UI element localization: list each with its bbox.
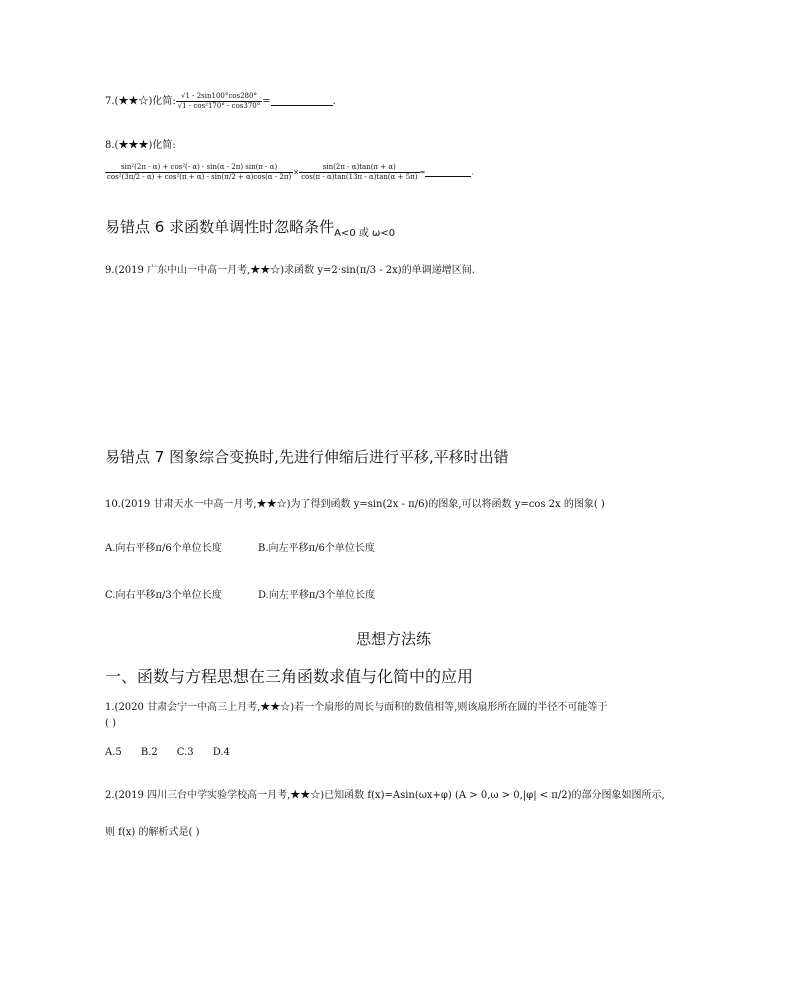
question-8-prefix: 8.(★★★)化简: (105, 140, 176, 151)
question-7-equals: = (262, 96, 271, 107)
question-7-denominator: √1 - cos²170° - cos370° (177, 102, 261, 110)
question-10: 10.(2019 甘肃天水一中高一月考,★★☆)为了得到函数 y=sin(2x - π/6)的图象,可以将函数 y=cos 2x 的图象( ) (105, 499, 605, 510)
question-1: 1.(2020 甘肃会宁一中高三上月考,★★☆)若一个扇形的周长与面积的数值相等,则该扇形所在圆的半径不可能等于 (105, 702, 608, 713)
question-7 (105, 92, 336, 111)
option-b: B.向左平移π/6个单位长度 (258, 543, 375, 554)
question-7-fraction (176, 92, 263, 111)
error-point-6-heading (105, 216, 395, 237)
question-8-expression (105, 163, 474, 182)
answer-blank (271, 97, 333, 106)
fraction-2-numerator: sin(2π - α)tan(π + α) (299, 163, 419, 173)
heading-title: 易错点 6 求函数单调性时忽略条件 (105, 218, 335, 236)
question-2-line-2: 则 f(x) 的解析式是( ) (105, 827, 200, 838)
question-9: 9.(2019 广东中山一中高一月考,★★☆)求函数 y=2ˑsin(π/3 - 2x)的单调递增区间. (105, 265, 475, 276)
question-8-fraction-2 (299, 163, 419, 182)
question-8-end: . (471, 168, 474, 177)
question-1-options: A.5 B.2 C.3 D.4 (105, 747, 230, 758)
heading-subscript: A<0 或 ω<0 (334, 228, 396, 239)
question-1-paren: ( ) (105, 718, 116, 729)
question-8-equals: = (419, 168, 426, 177)
question-7-numerator: √1 - 2sin100°cos280° (176, 92, 263, 102)
option-c: C.向右平移π/3个单位长度 (105, 590, 222, 601)
fraction-2-denominator: cos(π - α)tan(13π - α)tan(α + 5π) (301, 173, 418, 181)
option-d: D.向左平移π/3个单位长度 (258, 590, 376, 601)
method-heading-1: 一、函数与方程思想在三角函数求值与化简中的应用 (105, 667, 474, 686)
question-7-prefix: 7.(★★☆)化简: (105, 96, 176, 107)
answer-blank (425, 168, 474, 177)
error-point-7-heading: 易错点 7 图象综合变换时,先进行伸缩后进行平移,平移时出错 (105, 448, 509, 466)
fraction-1-denominator: cos²(3π/2 - α) + cos²(π + α) - sin(π/2 + α)cos(α - 2π) (107, 173, 292, 181)
option-a: A.向右平移π/6个单位长度 (105, 543, 222, 554)
section-title: 思想方法练 (356, 630, 432, 648)
question-2: 2.(2019 四川三台中学实验学校高一月考,★★☆)已知函数 f(x)=Asin(ωx+φ) (A > 0,ω > 0,|φ| < π/2)的部分图象如图所示, (105, 790, 665, 801)
question-8-fraction-1 (105, 163, 293, 182)
fraction-1-numerator: sin²(2π - α) + cos²(- α) - sin(α - 2π) sin(π - α) (105, 163, 293, 173)
times-sign: × (293, 168, 300, 177)
question-7-end: . (332, 96, 336, 107)
